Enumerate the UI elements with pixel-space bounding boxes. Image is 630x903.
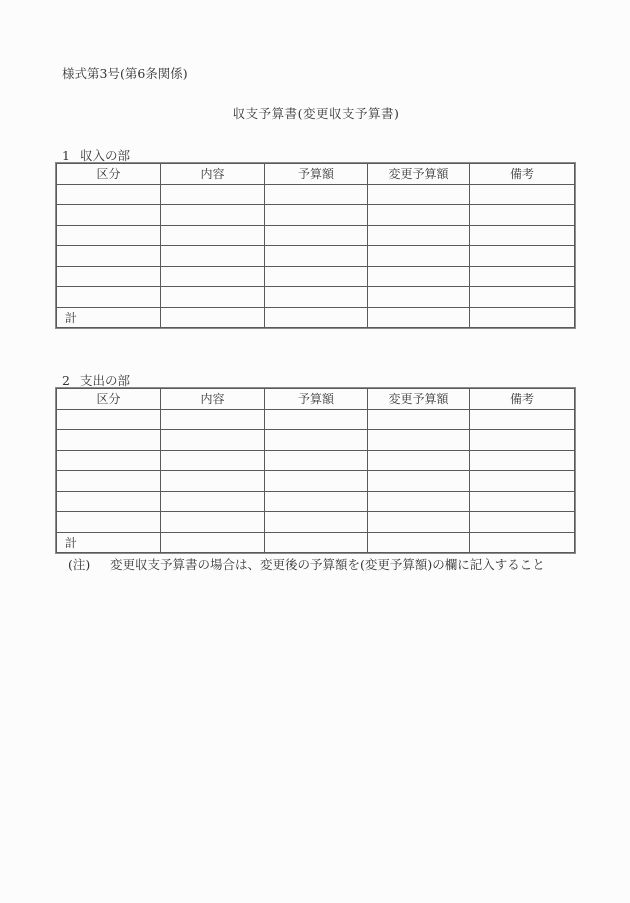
cell-category[interactable] [57,450,161,471]
column-header-category: 区分 [57,389,161,410]
cell-category[interactable] [57,471,161,492]
cell-content[interactable] [161,266,265,287]
table-row [57,287,575,308]
section-heading-income [62,146,130,164]
cell-category[interactable] [57,512,161,533]
cell-total-budget[interactable] [265,532,368,553]
cell-remarks[interactable] [470,409,575,430]
footnote-text: 変更収支予算書の場合は、変更後の予算額を(変更予算額)の欄に記入すること [110,557,545,572]
column-header-remarks: 備考 [470,389,575,410]
cell-revised-budget[interactable] [368,471,470,492]
total-label: 計 [57,307,161,328]
section-number: 1 [62,148,70,163]
column-header-content: 内容 [161,164,265,185]
cell-budget[interactable] [265,491,368,512]
cell-budget[interactable] [265,287,368,308]
cell-total-budget[interactable] [265,307,368,328]
cell-budget[interactable] [265,266,368,287]
table-row [57,471,575,492]
cell-revised-budget[interactable] [368,266,470,287]
cell-budget[interactable] [265,430,368,451]
section-heading-expenditure [62,371,130,389]
cell-revised-budget[interactable] [368,246,470,267]
cell-category[interactable] [57,184,161,205]
cell-remarks[interactable] [470,266,575,287]
table-row [57,430,575,451]
column-header-remarks: 備考 [470,164,575,185]
table-row [57,184,575,205]
column-header-budget: 予算額 [265,164,368,185]
cell-revised-budget[interactable] [368,512,470,533]
cell-total-revised-budget[interactable] [368,307,470,328]
column-header-revised-budget: 変更予算額 [368,164,470,185]
cell-revised-budget[interactable] [368,491,470,512]
cell-revised-budget[interactable] [368,409,470,430]
cell-remarks[interactable] [470,225,575,246]
expenditure-table [56,388,575,553]
cell-remarks[interactable] [470,491,575,512]
table-row [57,409,575,430]
cell-content[interactable] [161,450,265,471]
cell-category[interactable] [57,205,161,226]
cell-category[interactable] [57,409,161,430]
cell-budget[interactable] [265,184,368,205]
cell-total-content[interactable] [161,532,265,553]
cell-remarks[interactable] [470,430,575,451]
total-label: 計 [57,532,161,553]
section-title: 収入の部 [80,148,131,163]
income-table [56,163,575,328]
column-header-content: 内容 [161,389,265,410]
column-header-category: 区分 [57,164,161,185]
cell-category[interactable] [57,246,161,267]
cell-content[interactable] [161,287,265,308]
cell-category[interactable] [57,491,161,512]
cell-category[interactable] [57,225,161,246]
cell-budget[interactable] [265,246,368,267]
cell-content[interactable] [161,512,265,533]
footnote [68,555,545,573]
cell-revised-budget[interactable] [368,450,470,471]
table-row [57,491,575,512]
table-row [57,450,575,471]
cell-remarks[interactable] [470,246,575,267]
document-title: 収支予算書(変更収支予算書) [232,106,400,121]
cell-total-remarks[interactable] [470,532,575,553]
table-header-row [57,389,575,410]
cell-budget[interactable] [265,205,368,226]
table-row [57,512,575,533]
cell-revised-budget[interactable] [368,184,470,205]
cell-content[interactable] [161,430,265,451]
section-number: 2 [62,373,70,388]
column-header-revised-budget: 変更予算額 [368,389,470,410]
cell-budget[interactable] [265,512,368,533]
footnote-label: (注) [68,557,91,572]
cell-remarks[interactable] [470,184,575,205]
cell-remarks[interactable] [470,471,575,492]
cell-category[interactable] [57,266,161,287]
cell-remarks[interactable] [470,287,575,308]
cell-budget[interactable] [265,409,368,430]
section-title: 支出の部 [80,373,131,388]
total-row [57,307,575,328]
cell-remarks[interactable] [470,512,575,533]
cell-remarks[interactable] [470,205,575,226]
table-row [57,266,575,287]
cell-content[interactable] [161,471,265,492]
form-number: 様式第3号(第6条関係) [62,66,188,81]
cell-content[interactable] [161,205,265,226]
table-row [57,205,575,226]
table-header-row [57,164,575,185]
cell-content[interactable] [161,225,265,246]
cell-total-content[interactable] [161,307,265,328]
column-header-budget: 予算額 [265,389,368,410]
cell-content[interactable] [161,491,265,512]
cell-budget[interactable] [265,450,368,471]
table-row [57,225,575,246]
cell-revised-budget[interactable] [368,287,470,308]
total-row [57,532,575,553]
cell-total-remarks[interactable] [470,307,575,328]
cell-category[interactable] [57,287,161,308]
cell-content[interactable] [161,409,265,430]
cell-revised-budget[interactable] [368,430,470,451]
cell-category[interactable] [57,430,161,451]
cell-total-revised-budget[interactable] [368,532,470,553]
cell-revised-budget[interactable] [368,225,470,246]
table-row [57,246,575,267]
cell-content[interactable] [161,184,265,205]
cell-budget[interactable] [265,471,368,492]
cell-content[interactable] [161,246,265,267]
cell-remarks[interactable] [470,450,575,471]
cell-budget[interactable] [265,225,368,246]
cell-revised-budget[interactable] [368,205,470,226]
